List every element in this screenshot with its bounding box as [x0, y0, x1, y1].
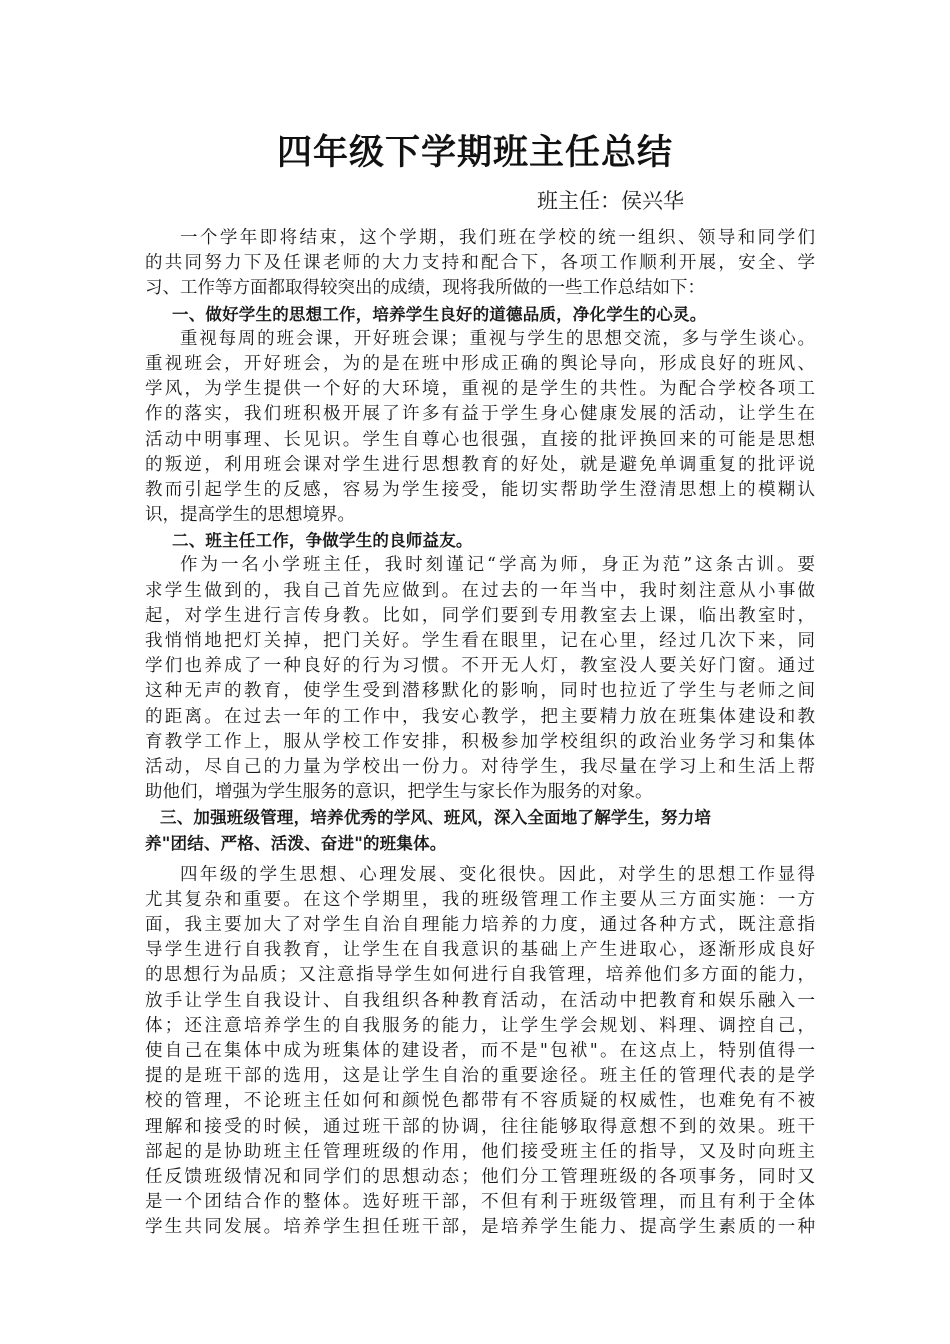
document-body — [145, 226, 815, 1241]
section-2-line: 求学生做到的，我自己首先应做到。在过去的一年当中，我时刻注意从小事做 — [145, 580, 815, 601]
section-3-line: 使自己在集体中成为班集体的建设者，而不是"包袱"。在这点上，特别值得一 — [145, 1041, 815, 1061]
section-2-line: 活动，尽自己的力量为学校出一份力。对待学生，我尽量在学习上和生活上帮 — [145, 756, 815, 777]
intro-line: 一个学年即将结束，这个学期，我们班在学校的统一组织、领导和同学们 — [180, 228, 815, 248]
section-3-line: 体；还注意培养学生的自我服务的能力，让学生学会规划、料理、调控自己， — [145, 1015, 815, 1036]
section-3-line: 提的是班干部的选用，这是让学生自治的重要途径。班主任的管理代表的是学 — [145, 1066, 815, 1087]
section-3-line: 是一个团结合作的整体。选好班干部，不但有利于班级管理，而且有利于全体 — [145, 1192, 815, 1213]
section-3-heading: 三、加强班级管理，培养优秀的学风、班风，深入全面地了解学生，努力培 — [160, 808, 712, 828]
section-1-line: 学风，为学生提供一个好的大环境，重视的是学生的共性。为配合学校各项工 — [145, 379, 815, 400]
section-3-line: 学生共同发展。培养学生担任班干部，是培养学生能力、提高学生素质的一种 — [145, 1217, 815, 1238]
section-1-heading: 一、做好学生的思想工作，培养学生良好的道德品质，净化学生的心灵。 — [172, 304, 707, 324]
section-2-line: 育教学工作上，服从学校工作安排，积极参加学校组织的政治业务学习和集体 — [145, 731, 815, 752]
section-3-line: 理解和接受的时候，通过班干部的协调，往往能够取得意想不到的效果。班干 — [145, 1116, 815, 1137]
section-3-line: 导学生进行自我教育，让学生在自我意识的基础上产生进取心，逐渐形成良好 — [145, 940, 815, 961]
section-2-line: 学们也养成了一种良好的行为习惯。不开无人灯，教室没人要关好门窗。通过 — [145, 656, 815, 677]
section-3-line: 面，我主要加大了对学生自治自理能力培养的力度，通过各种方式，既注意指 — [145, 915, 815, 936]
section-1-line: 重视班会，开好班会，为的是在班中形成正确的舆论导向，形成良好的班风、 — [145, 353, 815, 374]
document-title: 四年级下学期班主任总结 — [276, 133, 673, 173]
section-2-heading: 二、班主任工作，争做学生的良师益友。 — [172, 531, 473, 551]
section-spacing — [145, 856, 815, 863]
section-3-line: 校的管理，不论班主任如何和颜悦色都带有不容质疑的权威性，也难免有不被 — [145, 1091, 815, 1112]
section-3-line: 的思想行为品质；又注意指导学生如何进行自我管理，培养他们多方面的能力， — [145, 965, 815, 986]
section-2-line: 助他们，增强为学生服务的意识，把学生与家长作为服务的对象。 — [145, 782, 653, 803]
section-2-line: 的距离。在过去一年的工作中，我安心教学，把主要精力放在班集体建设和教 — [145, 706, 815, 727]
section-1-line: 教而引起学生的反感，容易为学生接受，能切实帮助学生澄清思想上的模糊认 — [145, 479, 815, 500]
section-3-line: 放手让学生自我设计、自我组织各种教育活动，在活动中把教育和娱乐融入一 — [145, 990, 815, 1011]
intro-line: 的共同努力下及任课老师的大力支持和配合下，各项工作顺利开展，安全、学 — [145, 253, 815, 274]
section-3-line: 任反馈班级情况和同学们的思想动态；他们分工管理班级的各项事务，同时又 — [145, 1166, 815, 1187]
section-3-line: 尤其复杂和重要。在这个学期里，我的班级管理工作主要从三方面实施：一方 — [145, 889, 815, 910]
section-1-line: 重视每周的班会课，开好班会课；重视与学生的思想交流，多与学生谈心。 — [180, 328, 815, 349]
section-3-line: 四年级的学生思想、心理发展、变化很快。因此，对学生的思想工作显得 — [180, 864, 815, 885]
section-1-line: 作的落实，我们班积极开展了许多有益于学生身心健康发展的活动，让学生在 — [145, 404, 815, 425]
section-1-line: 活动中明事理、长见识。学生自尊心也很强，直接的批评换回来的可能是思想 — [145, 429, 815, 450]
section-1-line: 的叛逆，利用班会课对学生进行思想教育的好处，就是避免单调重复的批评说 — [145, 454, 815, 475]
section-2-line: 我悄悄地把灯关掉，把门关好。学生看在眼里，记在心里，经过几次下来，同 — [145, 631, 815, 651]
author-line: 班主任：侯兴华 — [537, 189, 684, 213]
section-3-heading-continued: 养"团结、严格、活泼、奋进"的班集体。 — [145, 833, 447, 853]
section-1-line: 识，提高学生的思想境界。 — [145, 505, 355, 526]
section-3-line: 部起的是协助班主任管理班级的作用，他们接受班主任的指导，又及时向班主 — [145, 1141, 815, 1162]
section-2-line: 作为一名小学班主任，我时刻谨记“学高为师，身正为范”这条古训。要 — [180, 555, 815, 576]
section-2-line: 这种无声的教育，使学生受到潜移默化的影响，同时也拉近了学生与老师之间 — [145, 681, 815, 702]
intro-line: 习、工作等方面都取得较突出的成绩，现将我所做的一些工作总结如下： — [145, 278, 705, 299]
section-2-line: 起，对学生进行言传身教。比如，同学们要到专用教室去上课，临出教室时， — [145, 605, 815, 626]
